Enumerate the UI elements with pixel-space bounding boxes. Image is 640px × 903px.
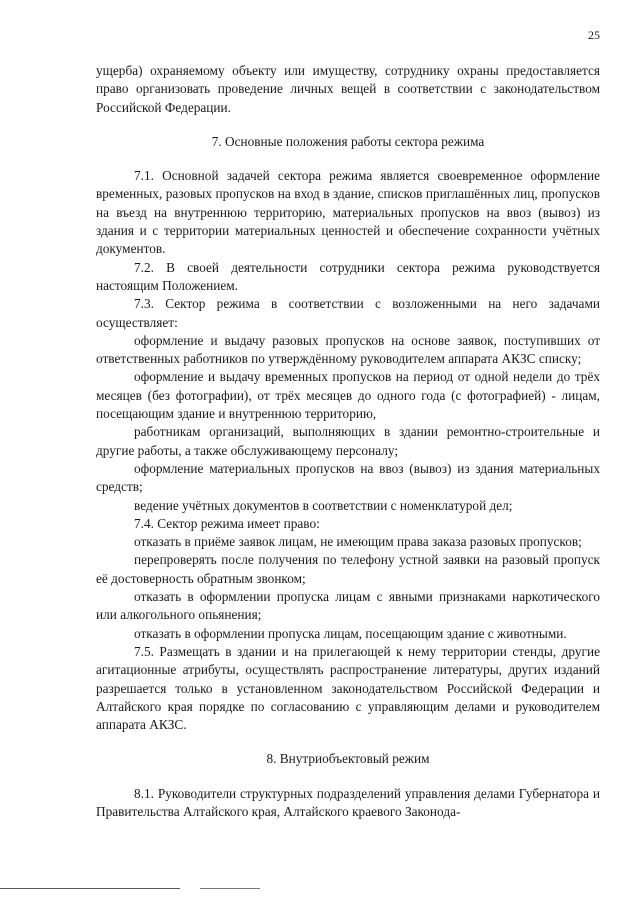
paragraph-7-3: 7.3. Сектор режима в соответствии с возложенными на него задачами осуществляет: (96, 296, 600, 330)
footer-divider (0, 888, 180, 889)
list-item: оформление материальных пропусков на ввоз (вывоз) из здания материальных средств; (96, 460, 600, 495)
list-item: отказать в оформлении пропуска лицам с явными признаками наркотического или алкогольного опьянения; (96, 589, 600, 623)
list-item: отказать в оформлении пропуска лицам, посещающим здание с животными. (134, 625, 567, 641)
footer-divider-short (200, 888, 260, 889)
paragraph-7-4: 7.4. Сектор режима имеет право: (134, 515, 320, 531)
list-item: оформление и выдачу разовых пропусков на основе заявок, поступивших от ответственных работников по утверждённому руководителем аппарата АКЗС списку; (96, 332, 600, 367)
section-heading-8: 8. Внутриобъектовый режим (266, 751, 430, 767)
paragraph: ущерба) охраняемому объекту или имуществу, сотруднику охраны предоставляется право организовать проведение личных вещей в соответствии с законодательством Российской Федерации. (96, 63, 600, 115)
paragraph-7-1: 7.1. Основной задачей сектора режима является своевременное оформление временных, разовых пропусков на вход в здание, списков приглашённых лиц, пропусков на въезд на внутреннюю территорию, материальных пропусков на ввоз (вывоз) из здания и с территории материальных ценностей и обеспечение сохранности учётных документов. (96, 168, 600, 257)
paragraph-8-1: 8.1. Руководители структурных подразделений управления делами Губернатора и Правительства Алтайского края, Алтайского краевого Законода- (96, 785, 600, 819)
section-heading-7: 7. Основные положения работы сектора режима (211, 133, 485, 149)
list-item: ведение учётных документов в соответствии с номенклатурой дел; (134, 497, 513, 513)
paragraph-7-2: 7.2. В своей деятельности сотрудники сектора режима руководствуется настоящим Положением. (96, 259, 600, 293)
page-number: 25 (588, 28, 600, 42)
list-item: перепроверять после получения по телефону устной заявки на разовый пропуск её достоверность обратным звонком; (96, 552, 600, 586)
list-item: оформление и выдачу временных пропусков на период от одной недели до трёх месяцев (без фотографии), от трёх месяцев до одного года (с фотографией) - лицам, посещающим здание и внутреннюю территорию, (96, 369, 600, 422)
paragraph-7-5: 7.5. Размещать в здании и на прилегающей к нему территории стенды, другие агитационные атрибуты, осуществлять распространение литературы, других изданий разрешается только в установленном законодательством Российской Федерации и Алтайского края порядке по согласованию с управляющим делами и руководителем аппарата АКЗС. (96, 643, 600, 733)
document-body (96, 62, 600, 821)
list-item: работникам организаций, выполняющих в здании ремонтно-строительные и другие работы, а также обслуживающему персоналу; (96, 424, 600, 458)
list-item: отказать в приёме заявок лицам, не имеющим права заказа разовых пропусков; (134, 534, 582, 550)
